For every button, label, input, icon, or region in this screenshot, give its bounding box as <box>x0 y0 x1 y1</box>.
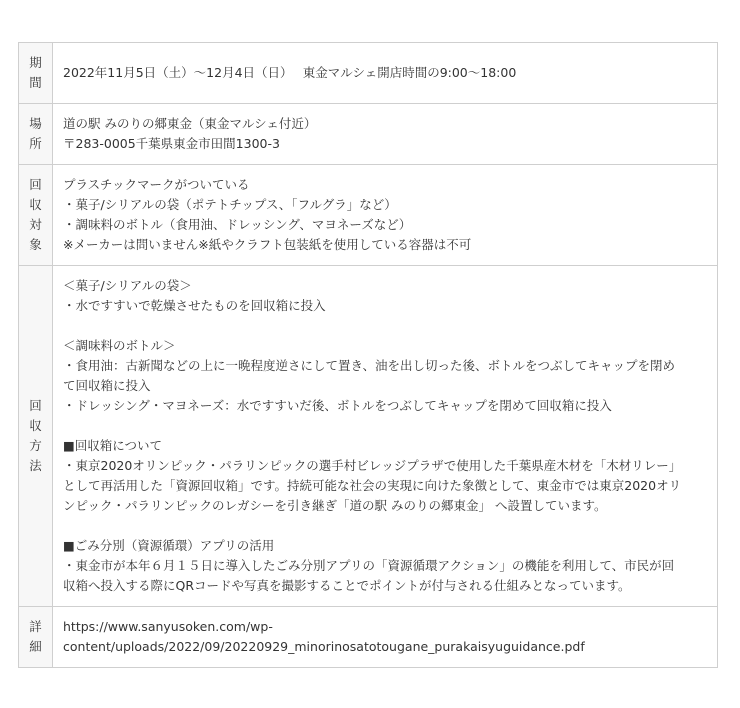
heading-char: 細 <box>29 639 42 654</box>
heading-char: 回 <box>29 398 42 413</box>
method-line <box>63 316 709 336</box>
row-content-target <box>53 165 718 266</box>
heading-char: 場 <box>29 116 42 131</box>
target-line: ・菓子/シリアルの袋（ポテトチップス、「フルグラ」など） <box>63 197 397 212</box>
heading-char: 収 <box>29 418 42 433</box>
row-heading-target <box>19 165 53 266</box>
heading-char: 間 <box>29 75 42 90</box>
row-content-location <box>53 104 718 165</box>
row-heading-period <box>19 43 53 104</box>
heading-char: 象 <box>29 237 42 252</box>
row-content-method <box>53 266 718 607</box>
heading-char: 対 <box>29 217 42 232</box>
method-line <box>63 416 709 436</box>
location-address: 〒283-0005千葉県東金市田間1300-3 <box>63 136 280 151</box>
location-name: 道の駅 みのりの郷東金（東金マルシェ付近） <box>63 116 317 131</box>
details-url-line: https://www.sanyusoken.com/wp- <box>63 619 273 634</box>
method-line: ■ごみ分別（資源循環）アプリの活用 <box>63 538 275 553</box>
row-heading-method <box>19 266 53 607</box>
heading-char: 法 <box>29 458 42 473</box>
heading-char: 詳 <box>29 619 42 634</box>
method-line: ンピック・パラリンピックのレガシーを引き継ぎ「道の駅 みのりの郷東金」 へ設置しています。 <box>63 498 607 513</box>
row-location <box>19 104 718 165</box>
method-line: 収箱へ投入する際にQRコードや写真を撮影することでポイントが付与される仕組みとなっています。 <box>63 578 631 593</box>
period-text: 2022年11月5日（土）～12月4日（日） 東金マルシェ開店時間の9:00～18:00 <box>63 65 517 80</box>
method-line: として再活用した「資源回収箱」です。持続可能な社会の実現に向けた象徴として、東金市では東京2020オリ <box>63 478 682 493</box>
heading-char: 収 <box>29 197 42 212</box>
method-line: ・ドレッシング・マヨネーズ：水ですすいだ後、ボトルをつぶしてキャップを閉めて回収箱に投入 <box>63 398 612 413</box>
method-line: ＜調味料のボトル＞ <box>63 338 176 353</box>
row-details <box>19 607 718 668</box>
row-heading-details <box>19 607 53 668</box>
row-target <box>19 165 718 266</box>
details-url-line: content/uploads/2022/09/20220929_minorinosatotougane_purakaisyuguidance.pdf <box>63 639 585 654</box>
row-period <box>19 43 718 104</box>
row-content-details <box>53 607 718 668</box>
target-line: ・調味料のボトル（食用油、ドレッシング、マヨネーズなど） <box>63 217 412 232</box>
heading-char: 期 <box>29 55 42 70</box>
method-line <box>63 516 709 536</box>
row-content-period <box>53 43 718 104</box>
method-line: ・水ですすいで乾燥させたものを回収箱に投入 <box>63 298 326 313</box>
heading-char: 回 <box>29 177 42 192</box>
row-method <box>19 266 718 607</box>
method-line: ・東金市が本年６月１５日に導入したごみ分別アプリの「資源循環アクション」の機能を利用して、市民が回 <box>63 558 675 573</box>
row-heading-location <box>19 104 53 165</box>
heading-char: 所 <box>29 136 42 151</box>
info-table <box>18 42 718 668</box>
method-line: ■回収箱について <box>63 438 163 453</box>
target-line: プラスチックマークがついている <box>63 177 250 192</box>
target-line: ※メーカーは問いません※紙やクラフト包装紙を使用している容器は不可 <box>63 237 472 252</box>
method-line: て回収箱に投入 <box>63 378 151 393</box>
method-line: ＜菓子/シリアルの袋＞ <box>63 278 192 293</box>
method-line: ・東京2020オリンピック・パラリンピックの選手村ビレッジプラザで使用した千葉県産木材を「木材リレー」 <box>63 458 682 473</box>
heading-char: 方 <box>29 438 42 453</box>
method-line: ・食用油：古新聞などの上に一晩程度逆さにして置き、油を出し切った後、ボトルをつぶしてキャップを閉め <box>63 358 676 373</box>
info-table-body <box>19 43 718 668</box>
